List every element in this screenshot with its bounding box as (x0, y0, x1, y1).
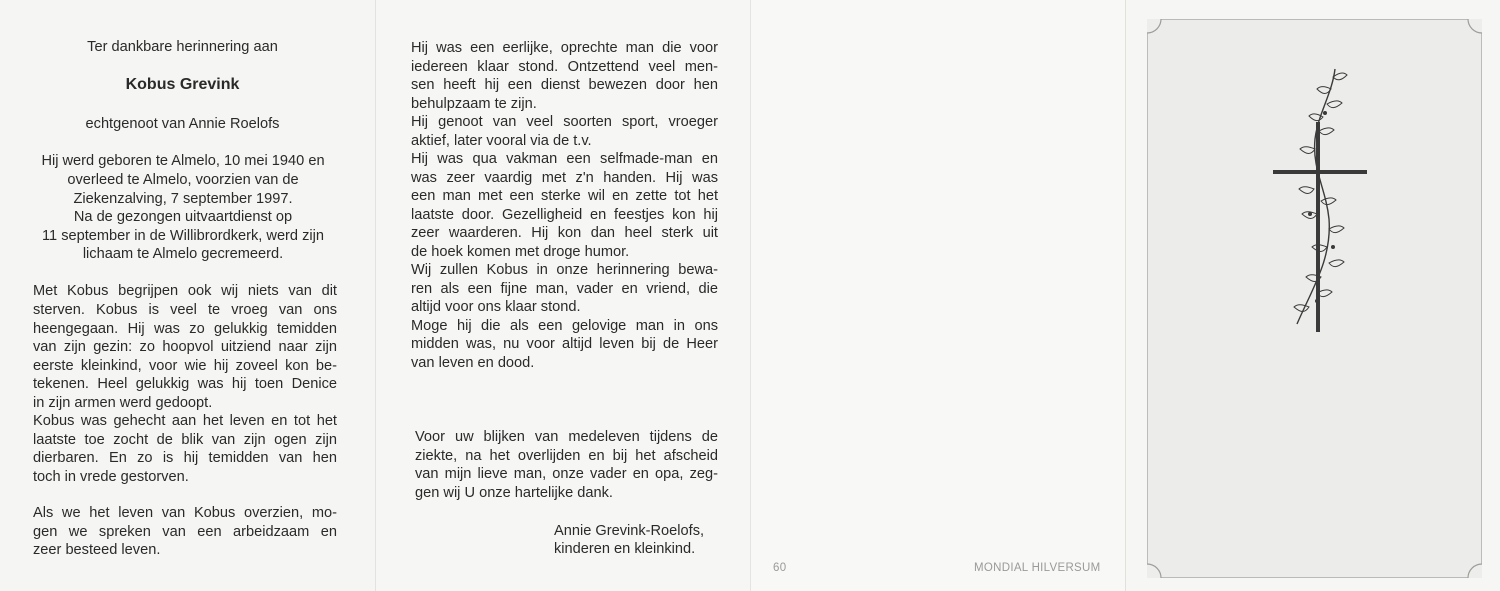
born-line: overleed te Almelo, voorzien van de (67, 172, 299, 188)
text-line: was zeer vaardig met z'n handen. Hij was (411, 170, 718, 186)
text-line: Met Kobus begrijpen ook wij niets van dit (33, 283, 337, 299)
born-line: Hij werd geboren te Almelo, 10 mei 1940 en (41, 153, 325, 169)
text-line: laatste door. Gezelligheid en feestjes kon hij (411, 207, 718, 223)
thanks-line: Voor uw blijken van medeleven tijdens de (415, 429, 718, 445)
text-line: Hij was qua vakman een selfmade-man en (411, 151, 718, 167)
thanks-line: van mijn lieve man, onze vader en opa, zeg- (415, 466, 718, 482)
intro-text: Ter dankbare herinnering aan (87, 39, 278, 55)
text-line: toch in vrede gestorven. (33, 469, 189, 485)
cross-with-olive-branch-icon (1147, 19, 1482, 578)
spouse-text: echtgenoot van Annie Roelofs (85, 116, 280, 132)
text-line: gen we spreken van een arbeidzaam en (33, 524, 337, 540)
text-line: iedereen klaar stond. Ontzettend veel men- (411, 59, 718, 75)
text-line: Hij was een eerlijke, oprechte man die voor (411, 40, 718, 56)
signature-line: kinderen en kleinkind. (554, 541, 696, 557)
left-panel (0, 0, 375, 591)
page-number: 60 (773, 562, 787, 574)
text-line: zeer besteed leven. (33, 542, 161, 558)
text-line: aktief, later vooral via de t.v. (411, 133, 592, 149)
text-line: altijd voor ons klaar stond. (411, 299, 581, 315)
deceased-name: Kobus Grevink (125, 76, 240, 93)
text-line: midden was, nu voor altijd leven bij de Heer (411, 336, 718, 352)
born-line: Na de gezongen uitvaartdienst op (73, 209, 293, 225)
printer-credit: MONDIAL HILVERSUM (974, 562, 1101, 574)
text-line: Hij genoot van veel soorten sport, vroeger (411, 114, 718, 130)
thanks-line: gen wij U onze hartelijke dank. (415, 485, 613, 501)
text-line: zeer waarderen. Hij kon dan heel sterk uit (411, 225, 718, 241)
text-line: in zijn armen werd gedoopt. (33, 395, 213, 411)
cover-panel (1125, 0, 1500, 591)
text-line: eerste kleinkind, voor wie hij zoveel kon be- (33, 358, 337, 374)
text-line: van leven en dood. (411, 355, 535, 371)
text-line: ren als een fijne man, vader en vriend, die (411, 281, 718, 297)
text-line: tekenen. Heel gelukkig was hij toen Denice (33, 376, 337, 392)
text-line: Moge hij die als een gelovige man in ons (411, 318, 718, 334)
cover-card (1147, 19, 1482, 578)
text-line: behulpzaam te zijn. (411, 96, 537, 112)
text-line: de hoek komen met droge humor. (411, 244, 630, 260)
thanks-line: ziekte, na het overlijden en bij het afscheid (415, 448, 718, 464)
born-line: Ziekenzalving, 7 september 1997. (73, 191, 293, 207)
text-line: Wij zullen Kobus in onze herinnering bewa- (411, 262, 718, 278)
born-line: lichaam te Almelo gecremeerd. (82, 246, 284, 262)
text-line: Kobus was gehecht aan het leven en tot het (33, 413, 337, 429)
text-line: een man met een sterke wil en zette tot het (411, 188, 718, 204)
born-line: 11 september in de Willibrordkerk, werd zijn (42, 228, 324, 244)
blank-panel (750, 0, 1125, 591)
text-line: van zijn gezin: zo hoopvol uitziend naar zijn (33, 339, 337, 355)
text-line: Als we het leven van Kobus overzien, mo- (33, 505, 337, 521)
middle-panel (375, 0, 750, 591)
text-line: sterven. Kobus is veel te vroeg van ons (33, 302, 337, 318)
signature-line: Annie Grevink-Roelofs, (554, 523, 705, 539)
text-line: dierbaren. En zo is hij temidden van hen (33, 450, 337, 466)
text-line: sen heeft hij een dienst bewezen door hen (411, 77, 718, 93)
text-line: laatste toe zocht de blik van zijn ogen zijn (33, 432, 337, 448)
text-line: heengegaan. Hij was zo gelukkig temidden (33, 321, 337, 337)
